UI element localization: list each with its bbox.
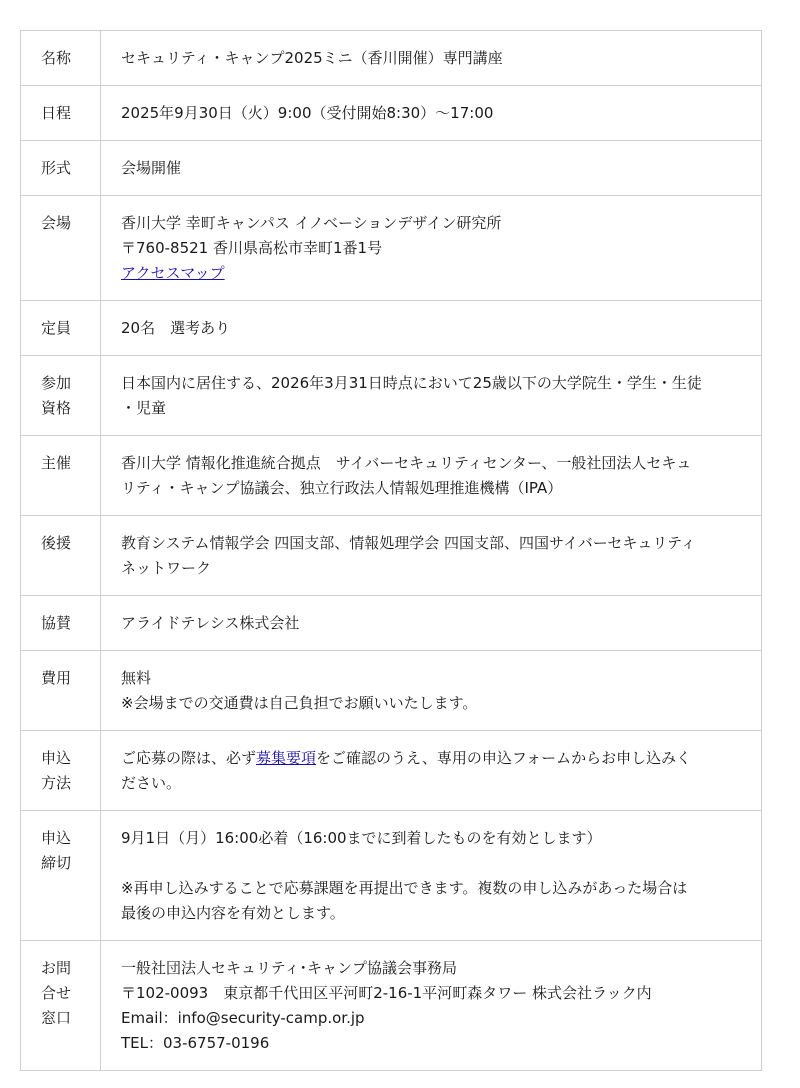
- row-label: 日程: [21, 86, 101, 141]
- fee-value: 無料: [121, 669, 152, 687]
- row-label-line: 窓口: [41, 1009, 72, 1027]
- apply-text: ださい。: [121, 774, 182, 792]
- row-label: 形式: [21, 141, 101, 196]
- fee-cell: [101, 651, 762, 731]
- apply-cell: [101, 731, 762, 811]
- row-label: [21, 356, 101, 436]
- table-row-venue: [21, 196, 762, 301]
- sponsor-value: アライドテレシス株式会社: [101, 596, 762, 651]
- support-text: ネットワーク: [121, 559, 212, 577]
- guidelines-link[interactable]: 募集要項: [256, 749, 317, 767]
- venue-address: 〒760-8521 香川県高松市幸町1番1号: [121, 239, 383, 257]
- apply-text: [121, 746, 741, 771]
- row-label: 名称: [21, 31, 101, 86]
- table-row-sponsor: [21, 596, 762, 651]
- apply-text-post: をご確認のうえ、専用の申込フォームからお申し込みく: [316, 749, 692, 767]
- table-row-name: [21, 31, 762, 86]
- contact-email: Email：info@security-camp.or.jp: [121, 1009, 365, 1027]
- table-row-date: [21, 86, 762, 141]
- organizer-text: 香川大学 情報化推進統合拠点 サイバーセキュリティセンター、一般社団法人セキュ: [121, 454, 692, 472]
- eligibility-cell: [101, 356, 762, 436]
- eligibility-text: 日本国内に居住する、2026年3月31日時点において25歳以下の大学院生・学生・生徒: [121, 374, 702, 392]
- venue-name: 香川大学 幸町キャンパス イノベーションデザイン研究所: [121, 214, 502, 232]
- row-label: [21, 731, 101, 811]
- row-label-line: 締切: [41, 854, 72, 872]
- organizer-cell: [101, 436, 762, 516]
- row-label: 主催: [21, 436, 101, 516]
- event-format: 会場開催: [101, 141, 762, 196]
- row-label-line: 資格: [41, 399, 72, 417]
- row-label: 定員: [21, 301, 101, 356]
- row-label-line: 参加: [41, 374, 72, 392]
- event-info-table: [20, 30, 762, 1071]
- apply-text-pre: ご応募の際は、必ず: [121, 749, 257, 767]
- eligibility-text: ・児童: [121, 399, 167, 417]
- fee-note: ※会場までの交通費は自己負担でお願いいたします。: [121, 694, 478, 712]
- contact-org: 一般社団法人セキュリティ･キャンプ協議会事務局: [121, 959, 458, 977]
- contact-tel: TEL：03-6757-0196: [121, 1034, 270, 1052]
- deadline-cell: [101, 811, 762, 941]
- row-label: [21, 811, 101, 941]
- row-label-line: 申込: [41, 829, 72, 847]
- row-label: [21, 941, 101, 1071]
- table-row-deadline: [21, 811, 762, 941]
- deadline-note: 最後の申込内容を有効とします。: [121, 904, 345, 922]
- row-label: 後援: [21, 516, 101, 596]
- support-cell: [101, 516, 762, 596]
- table-row-support: [21, 516, 762, 596]
- event-date: 2025年9月30日（火）9:00（受付開始8:30）〜17:00: [101, 86, 762, 141]
- event-info-container: [20, 30, 762, 1071]
- table-row-apply: [21, 731, 762, 811]
- table-row-format: [21, 141, 762, 196]
- row-label-line: 方法: [41, 774, 72, 792]
- row-label-line: 申込: [41, 749, 72, 767]
- contact-cell: [101, 941, 762, 1071]
- table-row-capacity: [21, 301, 762, 356]
- deadline-note: ※再申し込みすることで応募課題を再提出できます。複数の申し込みがあった場合は: [121, 879, 688, 897]
- access-map-link[interactable]: アクセスマップ: [121, 264, 225, 282]
- row-label: 会場: [21, 196, 101, 301]
- capacity-value: 20名 選考あり: [101, 301, 762, 356]
- event-name: セキュリティ・キャンプ2025ミニ（香川開催）専門講座: [101, 31, 762, 86]
- venue-cell: [101, 196, 762, 301]
- contact-address: 〒102-0093 東京都千代田区平河町2-16-1平河町森タワー 株式会社ラック内: [121, 984, 652, 1002]
- support-text: 教育システム情報学会 四国支部、情報処理学会 四国支部、四国サイバーセキュリティ: [121, 534, 696, 552]
- table-row-organizer: [21, 436, 762, 516]
- table-row-eligibility: [21, 356, 762, 436]
- spacer: [121, 851, 741, 876]
- table-row-fee: [21, 651, 762, 731]
- row-label: 費用: [21, 651, 101, 731]
- row-label-line: 合せ: [41, 984, 72, 1002]
- organizer-text: リティ・キャンプ協議会、独立行政法人情報処理推進機構（IPA）: [121, 479, 563, 497]
- row-label-line: お問: [41, 959, 72, 977]
- table-row-contact: [21, 941, 762, 1071]
- row-label: 協賛: [21, 596, 101, 651]
- deadline-value: 9月1日（月）16:00必着（16:00までに到着したものを有効とします）: [121, 829, 602, 847]
